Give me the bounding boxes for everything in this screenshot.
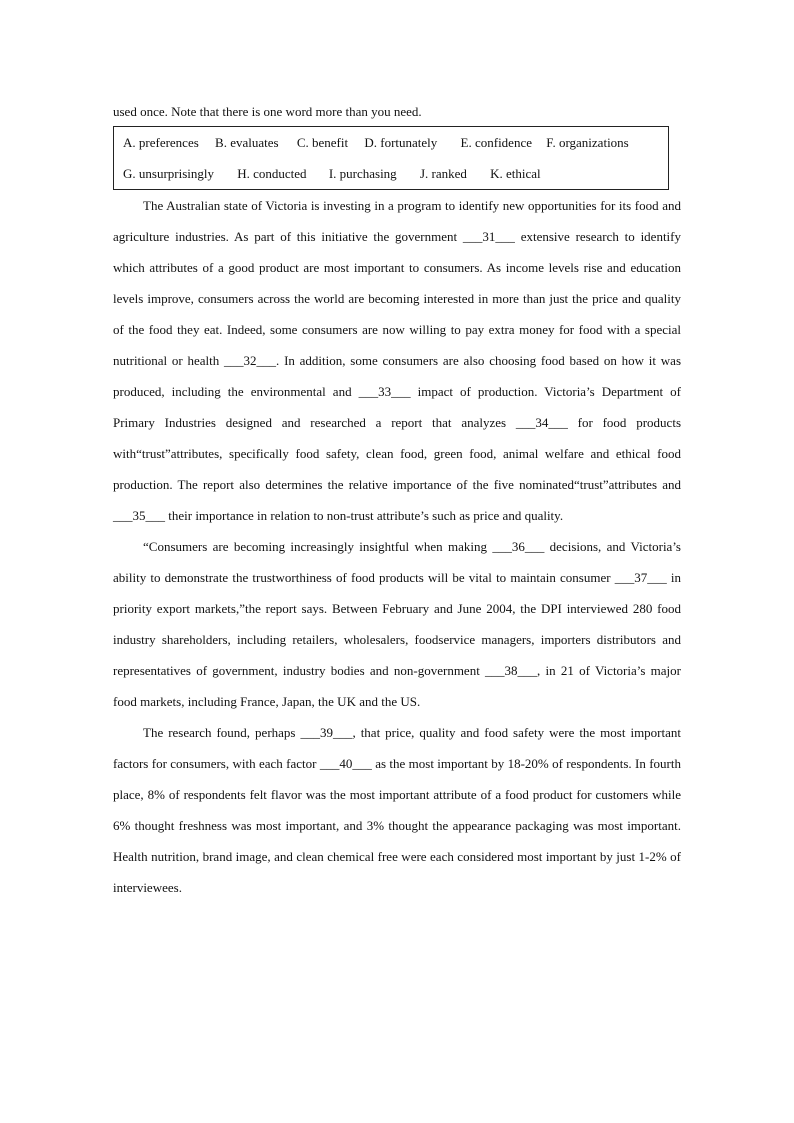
- word-option-e: E. confidence: [460, 135, 532, 150]
- word-bank-row-1: [123, 127, 668, 158]
- word-option-h: H. conducted: [237, 166, 307, 181]
- word-option-g: G. unsurprisingly: [123, 166, 214, 181]
- word-bank-row-2: [123, 158, 668, 189]
- word-option-d: D. fortunately: [364, 135, 438, 150]
- word-option-f: F. organizations: [546, 135, 629, 150]
- word-option-k: K. ethical: [490, 166, 541, 181]
- document-page: [113, 98, 681, 903]
- word-option-a: A. preferences: [123, 135, 199, 150]
- word-option-j: J. ranked: [419, 166, 467, 181]
- word-option-i: I. purchasing: [328, 166, 397, 181]
- word-option-c: C. benefit: [296, 135, 349, 150]
- instruction-text: used once. Note that there is one word more than you need.: [113, 104, 422, 119]
- paragraph-3: The research found, perhaps ___39___, that price, quality and food safety were the most important factors for consumers, with each factor ___40___ as the most important by 18-20% of respondents. In fourth place, 8% of respondents felt flavor was the most important attribute of a food product for customers while 6% thought freshness was most important, and 3% thought the appearance packaging was most important. Health nutrition, brand image, and clean chemical free were each considered most important by just 1-2% of interviewees.: [113, 725, 681, 895]
- paragraph-2: “Consumers are becoming increasingly insightful when making ___36___ decisions, and Victoria’s ability to demonstrate the trustworthiness of food products will be vital to maintain consumer ___37___ in priority export markets,”the report says. Between February and June 2004, the DPI interviewed 280 food industry shareholders, including retailers, wholesalers, foodservice managers, importers distributors and representatives of government, industry bodies and non-government ___38___, in 21 of Victoria’s major food markets, including France, Japan, the UK and the US.: [113, 539, 681, 709]
- word-bank-box: [113, 126, 669, 190]
- paragraph-1: The Australian state of Victoria is investing in a program to identify new opportunities for its food and agriculture industries. As part of this initiative the government ___31___ extensive research to identify which attributes of a good product are most important to consumers. As income levels rise and education levels improve, consumers across the world are becoming interested in more than just the price and quality of the food they eat. Indeed, some consumers are now willing to pay extra money for food with a special nutritional or health ___32___. In addition, some consumers are also choosing food based on how it was produced, including the environmental and ___33___ impact of production. Victoria’s Department of Primary Industries designed and researched a report that analyzes ___34___ for food products with“trust”attributes, specifically food safety, clean food, green food, animal welfare and ethical food production. The report also determines the relative importance of the five nominated“trust”attributes and ___35___ their importance in relation to non-trust attribute’s such as price and quality.: [113, 198, 681, 523]
- word-option-b: B. evaluates: [215, 135, 279, 150]
